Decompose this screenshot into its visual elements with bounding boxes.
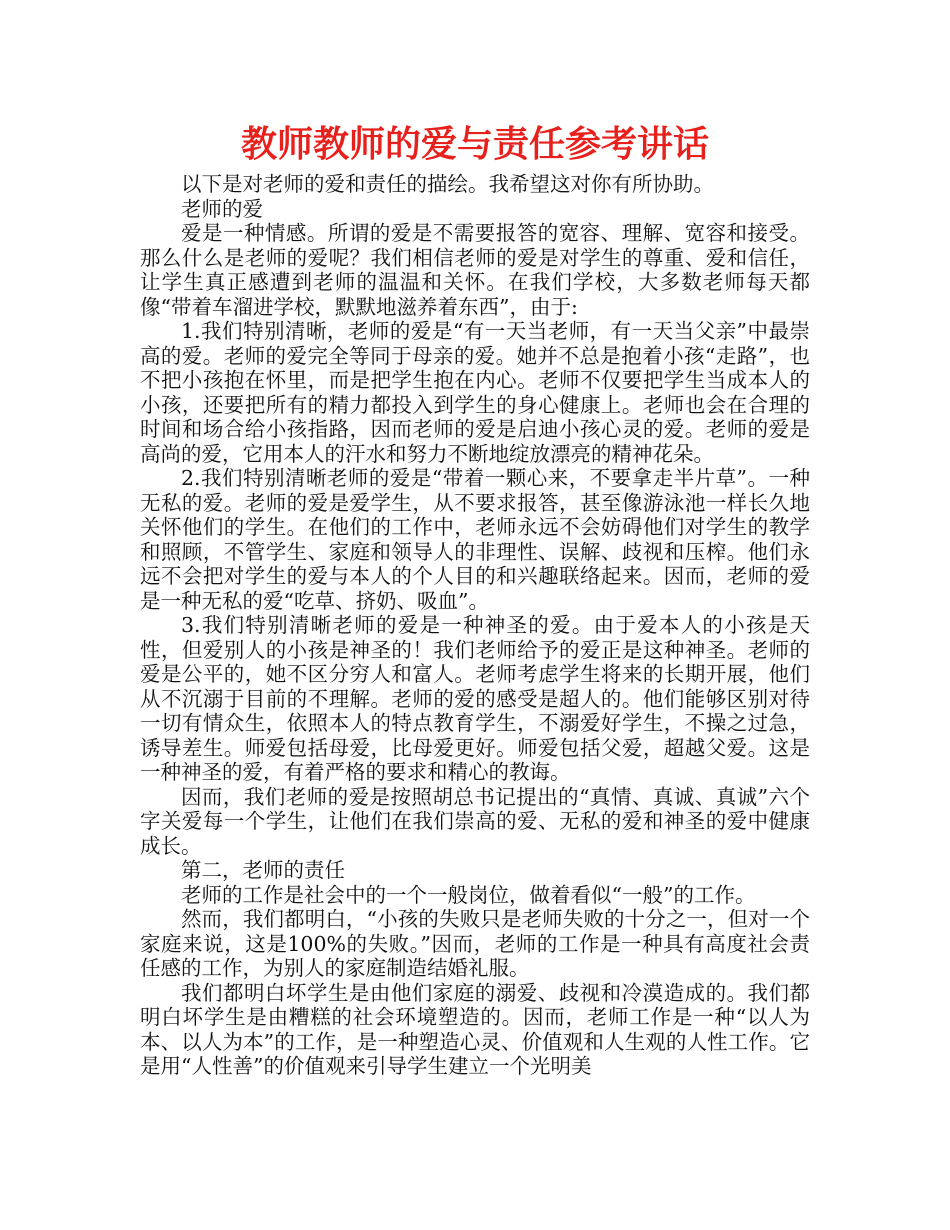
document-page xyxy=(140,118,810,1079)
body-paragraph: 然而，我们都明白，“小孩的失败只是老师失败的十分之一，但对一个家庭来说，这是100%的失败。”因而，老师的工作是一种具有高度社会责任感的工作，为别人的家庭制造结婚礼服。 xyxy=(140,907,810,980)
body-paragraph: 3.我们特别清晰老师的爱是一种神圣的爱。由于爱本人的小孩是天性，但爱别人的小孩是神圣的！我们老师给予的爱正是这种神圣。老师的爱是公平的，她不区分穷人和富人。老师考虑学生将来的长期开展，他们从不沉溺于目前的不理解。老师的爱的感受是超人的。他们能够区别对待一切有情众生，依照本人的特点教育学生，不溺爱好学生，不操之过急，诱导差生。师爱包括母爱，比母爱更好。师爱包括父爱，超越父爱。这是一种神圣的爱，有着严格的要求和精心的教诲。 xyxy=(140,613,810,784)
body-paragraph: 1.我们特别清晰，老师的爱是“有一天当老师，有一天当父亲”中最崇高的爱。老师的爱完全等同于母亲的爱。她并不总是抱着小孩“走路”，也不把小孩抱在怀里，而是把学生抱在内心。老师不仅要把学生当成本人的小孩，还要把所有的精力都投入到学生的身心健康上。老师也会在合理的时间和场合给小孩指路，因而老师的爱是启迪小孩心灵的爱。老师的爱是高尚的爱，它用本人的汗水和努力不断地绽放漂亮的精神花朵。 xyxy=(140,319,810,466)
section-heading-teacher-love: 老师的爱 xyxy=(181,196,263,221)
body-paragraph: 因而，我们老师的爱是按照胡总书记提出的“真情、真诚、真诚”六个字关爱每一个学生，让他们在我们崇高的爱、无私的爱和神圣的爱中健康成长。 xyxy=(140,784,810,858)
body-paragraph: 2.我们特别清晰老师的爱是“带着一颗心来，不要拿走半片草”。一种无私的爱。老师的爱是爱学生，从不要求报答，甚至像游泳池一样长久地关怀他们的学生。在他们的工作中，老师永远不会妨碍他们对学生的教学和照顾，不管学生、家庭和领导人的非理性、误解、歧视和压榨。他们永远不会把对学生的爱与本人的个人目的和兴趣联络起来。因而，老师的爱是一种无私的爱“吃草、挤奶、吸血”。 xyxy=(140,466,810,613)
intro-paragraph: 以下是对老师的爱和责任的描绘。我希望这对你有所协助。 xyxy=(181,172,714,196)
body-paragraph: 老师的工作是社会中的一个一般岗位，做着看似“一般”的工作。 xyxy=(181,882,756,907)
document-body xyxy=(140,172,810,1079)
section-heading-teacher-responsibility: 第二，老师的责任 xyxy=(181,858,345,882)
body-paragraph: 爱是一种情感。所谓的爱是不需要报答的宽容、理解、宽容和接受。那么什么是老师的爱呢？我们相信老师的爱是对学生的尊重、爱和信任，让学生真正感遭到老师的温温和关怀。在我们学校，大多数老师每天都像“带着车溜进学校，默默地滋养着东西”，由于: xyxy=(140,221,810,319)
document-title: 教师教师的爱与责任参考讲话 xyxy=(240,124,709,165)
body-paragraph: 我们都明白坏学生是由他们家庭的溺爱、歧视和冷漠造成的。我们都明白坏学生是由糟糕的社会环境塑造的。因而，老师工作是一种“以人为本、以人为本”的工作，是一种塑造心灵、价值观和人生观的人性工作。它是用“人性善”的价值观来引导学生建立一个光明美 xyxy=(140,980,810,1078)
